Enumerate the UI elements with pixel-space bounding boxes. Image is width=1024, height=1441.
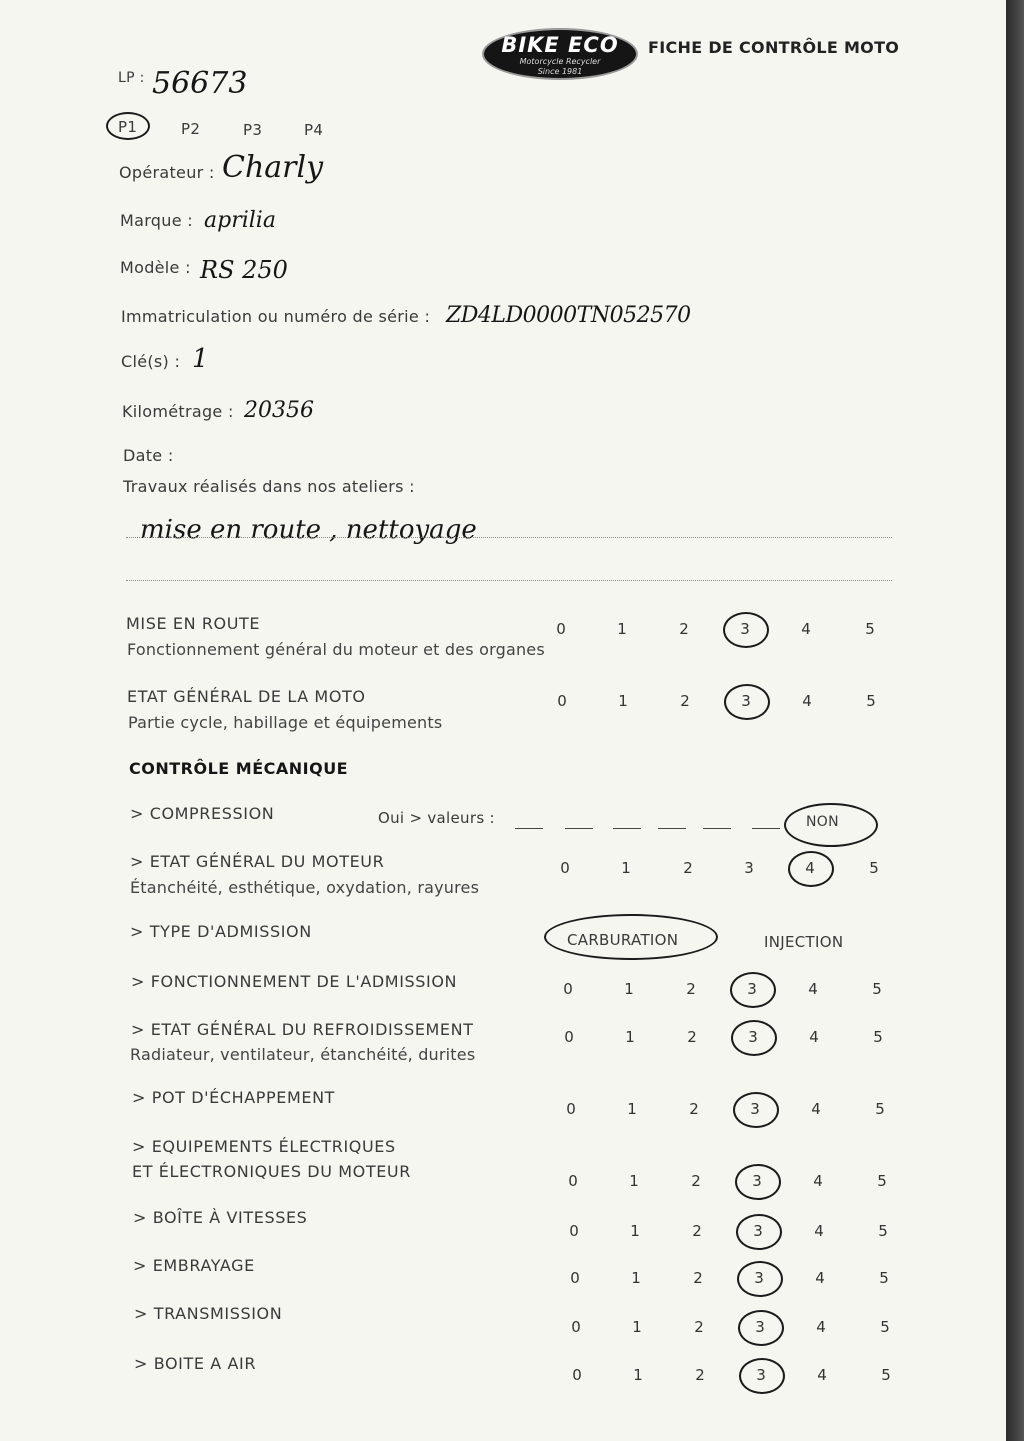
electrique-score-0: 0 bbox=[568, 1172, 578, 1190]
pot-score-0: 0 bbox=[566, 1100, 576, 1118]
boite-vitesses-score-5: 5 bbox=[878, 1222, 888, 1240]
etat-moto-score-4: 4 bbox=[802, 692, 812, 710]
pot-score-5: 5 bbox=[875, 1100, 885, 1118]
compression-value-3 bbox=[613, 828, 641, 829]
fonct-admission-score-1: 1 bbox=[624, 980, 634, 998]
pot-score-2: 2 bbox=[689, 1100, 699, 1118]
compression-title: > COMPRESSION bbox=[130, 804, 275, 823]
pot-score-1: 1 bbox=[627, 1100, 637, 1118]
boite-air-score-3: 3 bbox=[756, 1366, 766, 1384]
etat-moto-score-1: 1 bbox=[618, 692, 628, 710]
embrayage-title: > EMBRAYAGE bbox=[133, 1256, 255, 1275]
etat-moteur-score-1: 1 bbox=[621, 859, 631, 877]
boite-vitesses-score-1: 1 bbox=[630, 1222, 640, 1240]
electrique-selected-circle bbox=[735, 1164, 781, 1200]
electrique-score-5: 5 bbox=[877, 1172, 887, 1190]
etat-moteur-subtitle: Étanchéité, esthétique, oxydation, rayures bbox=[130, 878, 480, 897]
etat-moto-subtitle: Partie cycle, habillage et équipements bbox=[128, 713, 443, 732]
fonct-admission-selected-circle bbox=[730, 972, 776, 1008]
etat-moto-score-2: 2 bbox=[680, 692, 690, 710]
immatriculation-value: ZD4LD0000TN052570 bbox=[446, 303, 691, 328]
pot-score-3: 3 bbox=[750, 1100, 760, 1118]
logo-subtitle: Motorcycle Recycler bbox=[519, 57, 601, 66]
embrayage-score-2: 2 bbox=[693, 1269, 703, 1287]
boite-vitesses-score-0: 0 bbox=[569, 1222, 579, 1240]
embrayage-score-3: 3 bbox=[754, 1269, 764, 1287]
mise-en-route-subtitle: Fonctionnement général du moteur et des organes bbox=[127, 640, 545, 659]
transmission-score-3: 3 bbox=[755, 1318, 765, 1336]
boite-air-title: > BOITE A AIR bbox=[134, 1354, 257, 1373]
refroid-score-1: 1 bbox=[625, 1028, 635, 1046]
fonctionnement-admission-title: > FONCTIONNEMENT DE L'ADMISSION bbox=[131, 972, 458, 991]
fonct-admission-score-2: 2 bbox=[686, 980, 696, 998]
refroid-score-3: 3 bbox=[748, 1028, 758, 1046]
transmission-title: > TRANSMISSION bbox=[134, 1304, 283, 1323]
modele-value: RS 250 bbox=[200, 256, 288, 284]
etat-moteur-score-0: 0 bbox=[560, 859, 570, 877]
pot-score-4: 4 bbox=[811, 1100, 821, 1118]
position-p4: P4 bbox=[304, 121, 324, 139]
travaux-value: mise en route , nettoyage bbox=[140, 515, 477, 545]
refroid-score-5: 5 bbox=[873, 1028, 883, 1046]
transmission-score-5: 5 bbox=[880, 1318, 890, 1336]
etat-moto-score-5: 5 bbox=[866, 692, 876, 710]
embrayage-score-1: 1 bbox=[631, 1269, 641, 1287]
refroidissement-title: > ETAT GÉNÉRAL DU REFROIDISSEMENT bbox=[131, 1020, 474, 1039]
immatriculation-label: Immatriculation ou numéro de série : bbox=[121, 307, 431, 326]
compression-value-1 bbox=[515, 828, 543, 829]
electrique-score-1: 1 bbox=[629, 1172, 639, 1190]
boite-air-score-0: 0 bbox=[572, 1366, 582, 1384]
transmission-selected-circle bbox=[738, 1310, 784, 1346]
operateur-label: Opérateur : bbox=[119, 163, 215, 182]
cles-label: Clé(s) : bbox=[121, 352, 181, 371]
mise-en-route-score-3: 3 bbox=[740, 620, 750, 638]
compression-value-2 bbox=[565, 828, 593, 829]
cles-value: 1 bbox=[192, 344, 209, 374]
travaux-line-1 bbox=[126, 537, 892, 538]
bike-eco-logo bbox=[482, 28, 638, 80]
lp-value: 56673 bbox=[152, 66, 248, 101]
position-p1: P1 bbox=[118, 118, 138, 136]
fonct-admission-score-5: 5 bbox=[872, 980, 882, 998]
etat-moto-score-0: 0 bbox=[557, 692, 567, 710]
background-edge bbox=[1006, 0, 1024, 1441]
embrayage-selected-circle bbox=[737, 1261, 783, 1297]
etat-moteur-score-5: 5 bbox=[869, 859, 879, 877]
type-admission-title: > TYPE D'ADMISSION bbox=[130, 922, 312, 941]
electrique-score-4: 4 bbox=[813, 1172, 823, 1190]
equipements-electriques-subtitle: ET ÉLECTRONIQUES DU MOTEUR bbox=[132, 1162, 411, 1181]
embrayage-score-4: 4 bbox=[815, 1269, 825, 1287]
position-p3: P3 bbox=[243, 121, 263, 139]
date-label: Date : bbox=[123, 446, 174, 465]
modele-label: Modèle : bbox=[120, 258, 191, 277]
fonct-admission-score-0: 0 bbox=[563, 980, 573, 998]
pot-echappement-title: > POT D'ÉCHAPPEMENT bbox=[132, 1088, 336, 1107]
fonct-admission-score-3: 3 bbox=[747, 980, 757, 998]
admission-injection: INJECTION bbox=[764, 933, 844, 951]
electrique-score-2: 2 bbox=[691, 1172, 701, 1190]
position-p2: P2 bbox=[181, 120, 201, 138]
boite-vitesses-selected-circle bbox=[736, 1214, 782, 1250]
controle-mecanique-title: CONTRÔLE MÉCANIQUE bbox=[129, 759, 349, 778]
compression-non-circle bbox=[784, 803, 878, 847]
page-title: FICHE DE CONTRÔLE MOTO bbox=[648, 38, 900, 57]
boite-vitesses-score-4: 4 bbox=[814, 1222, 824, 1240]
mise-en-route-selected-circle bbox=[723, 612, 769, 648]
compression-value-6 bbox=[752, 828, 780, 829]
boite-air-selected-circle bbox=[739, 1358, 785, 1394]
refroid-score-4: 4 bbox=[809, 1028, 819, 1046]
transmission-score-4: 4 bbox=[816, 1318, 826, 1336]
mise-en-route-score-1: 1 bbox=[617, 620, 627, 638]
mise-en-route-score-4: 4 bbox=[801, 620, 811, 638]
admission-carburation: CARBURATION bbox=[567, 931, 679, 949]
etat-moto-score-3: 3 bbox=[741, 692, 751, 710]
boite-air-score-1: 1 bbox=[633, 1366, 643, 1384]
transmission-score-0: 0 bbox=[571, 1318, 581, 1336]
boite-air-score-4: 4 bbox=[817, 1366, 827, 1384]
refroidissement-subtitle: Radiateur, ventilateur, étanchéité, durites bbox=[130, 1045, 476, 1064]
mise-en-route-title: MISE EN ROUTE bbox=[126, 614, 261, 633]
embrayage-score-5: 5 bbox=[879, 1269, 889, 1287]
etat-moteur-selected-circle bbox=[788, 851, 834, 887]
compression-value-4 bbox=[658, 828, 686, 829]
operateur-value: Charly bbox=[222, 150, 324, 185]
refroid-score-0: 0 bbox=[564, 1028, 574, 1046]
mise-en-route-score-2: 2 bbox=[679, 620, 689, 638]
marque-value: aprilia bbox=[204, 208, 276, 233]
boite-vitesses-title: > BOÎTE À VITESSES bbox=[133, 1208, 308, 1227]
fonct-admission-score-4: 4 bbox=[808, 980, 818, 998]
kilometrage-value: 20356 bbox=[244, 398, 314, 423]
etat-moteur-score-3: 3 bbox=[744, 859, 754, 877]
boite-vitesses-score-3: 3 bbox=[753, 1222, 763, 1240]
transmission-score-2: 2 bbox=[694, 1318, 704, 1336]
travaux-label: Travaux réalisés dans nos ateliers : bbox=[123, 477, 415, 496]
transmission-score-1: 1 bbox=[632, 1318, 642, 1336]
refroid-score-2: 2 bbox=[687, 1028, 697, 1046]
carburation-circle bbox=[544, 914, 718, 960]
kilometrage-label: Kilométrage : bbox=[122, 402, 234, 421]
etat-moteur-score-2: 2 bbox=[683, 859, 693, 877]
etat-moteur-title: > ETAT GÉNÉRAL DU MOTEUR bbox=[130, 852, 385, 871]
compression-oui-label: Oui > valeurs : bbox=[378, 809, 495, 827]
logo-text: BIKE ECO bbox=[501, 33, 619, 57]
refroid-selected-circle bbox=[731, 1020, 777, 1056]
etat-moteur-score-4: 4 bbox=[805, 859, 815, 877]
mise-en-route-score-5: 5 bbox=[865, 620, 875, 638]
boite-vitesses-score-2: 2 bbox=[692, 1222, 702, 1240]
embrayage-score-0: 0 bbox=[570, 1269, 580, 1287]
compression-value-5 bbox=[703, 828, 731, 829]
boite-air-score-5: 5 bbox=[881, 1366, 891, 1384]
pot-selected-circle bbox=[733, 1092, 779, 1128]
equipements-electriques-title: > EQUIPEMENTS ÉLECTRIQUES bbox=[132, 1137, 396, 1156]
boite-air-score-2: 2 bbox=[695, 1366, 705, 1384]
logo-since: Since 1981 bbox=[537, 67, 583, 76]
etat-moto-selected-circle bbox=[724, 684, 770, 720]
marque-label: Marque : bbox=[120, 211, 193, 230]
mise-en-route-score-0: 0 bbox=[556, 620, 566, 638]
etat-moto-title: ETAT GÉNÉRAL DE LA MOTO bbox=[127, 687, 366, 706]
lp-label: LP : bbox=[118, 70, 145, 86]
compression-non-label: NON bbox=[806, 814, 839, 830]
selected-position-circle bbox=[106, 112, 150, 140]
electrique-score-3: 3 bbox=[752, 1172, 762, 1190]
travaux-line-2 bbox=[126, 580, 892, 581]
